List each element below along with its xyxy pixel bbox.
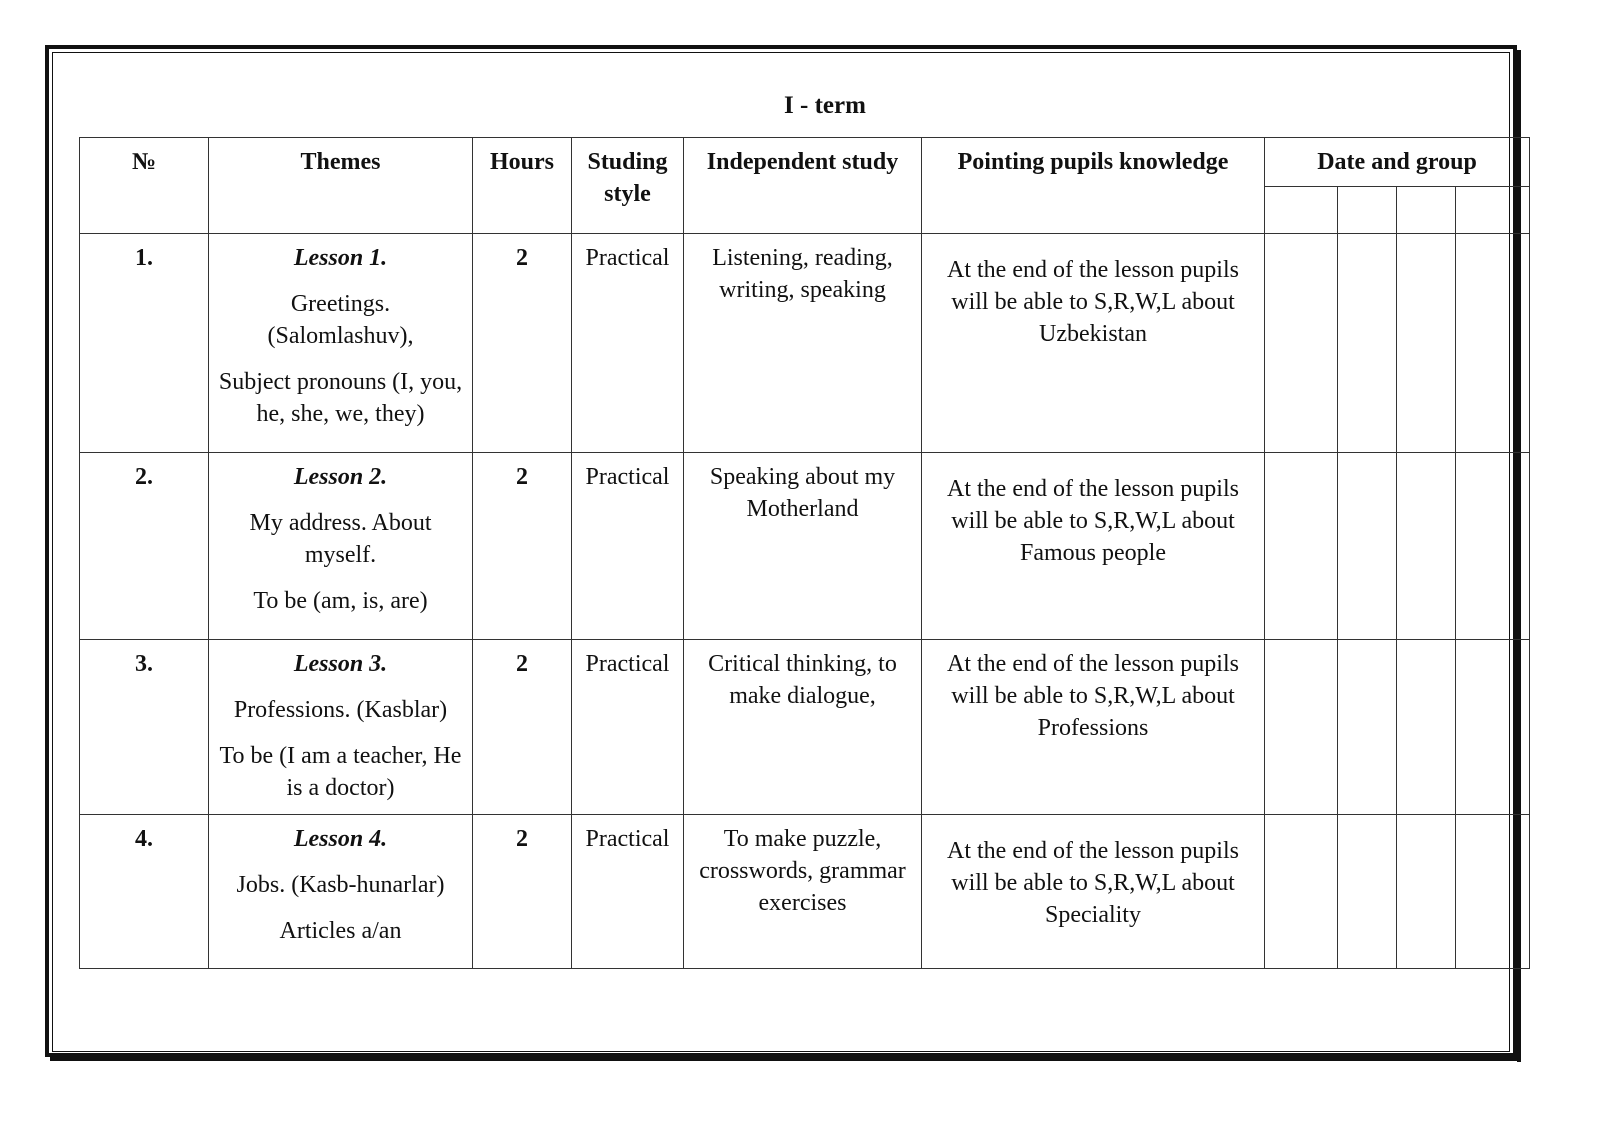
date-subcell <box>1265 187 1338 234</box>
term-title: I - term <box>784 92 866 119</box>
header-number: № <box>80 138 209 234</box>
style-cell: Practical <box>572 815 684 969</box>
date-cell <box>1265 640 1338 815</box>
knowledge-cell: At the end of the lesson pupils will be able to S,R,W,L about Professions <box>922 640 1265 815</box>
theme-line: My address. About myself. <box>249 510 432 568</box>
lesson-title: Lesson 1. <box>293 245 388 271</box>
hours-cell: 2 <box>473 815 572 969</box>
date-cell <box>1338 234 1397 453</box>
date-cell <box>1338 815 1397 969</box>
date-cell <box>1456 815 1530 969</box>
lesson-plan-table <box>79 137 1530 969</box>
theme-cell <box>209 640 473 815</box>
style-cell: Practical <box>572 453 684 640</box>
knowledge-cell: At the end of the lesson pupils will be able to S,R,W,L about Speciality <box>922 815 1265 969</box>
header-hours: Hours <box>473 138 572 234</box>
knowledge-cell: At the end of the lesson pupils will be able to S,R,W,L about Famous people <box>922 453 1265 640</box>
header-independent-study: Independent study <box>684 138 922 234</box>
header-themes: Themes <box>209 138 473 234</box>
date-subcell <box>1338 187 1397 234</box>
row-number: 2. <box>80 453 209 640</box>
hours-cell: 2 <box>473 234 572 453</box>
theme-line: To be (I am a teacher, He is a doctor) <box>219 743 462 801</box>
date-cell <box>1338 453 1397 640</box>
hours-cell: 2 <box>473 640 572 815</box>
theme-line: Jobs. (Kasb-hunarlar) <box>236 872 445 898</box>
header-date-group: Date and group <box>1265 138 1530 187</box>
lesson-title: Lesson 2. <box>293 464 388 490</box>
table-row <box>80 234 1530 453</box>
date-cell <box>1456 234 1530 453</box>
theme-line: Greetings. (Salomlashuv), <box>267 291 414 349</box>
table-row <box>80 815 1530 969</box>
date-cell <box>1397 815 1456 969</box>
date-cell <box>1397 234 1456 453</box>
independent-cell: Listening, reading, writing, speaking <box>684 234 922 453</box>
date-cell <box>1265 234 1338 453</box>
theme-cell <box>209 234 473 453</box>
table-row <box>80 453 1530 640</box>
knowledge-cell: At the end of the lesson pupils will be able to S,R,W,L about Uzbekistan <box>922 234 1265 453</box>
header-pointing-knowledge: Pointing pupils knowledge <box>922 138 1265 234</box>
style-cell: Practical <box>572 234 684 453</box>
date-subcell <box>1456 187 1530 234</box>
independent-cell: To make puzzle, crosswords, grammar exercises <box>684 815 922 969</box>
date-cell <box>1338 640 1397 815</box>
date-cell <box>1397 453 1456 640</box>
row-number: 4. <box>80 815 209 969</box>
theme-cell <box>209 453 473 640</box>
lesson-title: Lesson 3. <box>293 651 388 677</box>
date-cell <box>1456 640 1530 815</box>
theme-line: Subject pronouns (I, you, he, she, we, they) <box>218 369 463 427</box>
date-cell <box>1265 815 1338 969</box>
date-cell <box>1265 453 1338 640</box>
page-border-shadow-bottom <box>50 1057 1521 1061</box>
style-cell: Practical <box>572 640 684 815</box>
row-number: 3. <box>80 640 209 815</box>
date-cell <box>1397 640 1456 815</box>
independent-cell: Speaking about my Motherland <box>684 453 922 640</box>
header-row <box>80 138 1530 187</box>
theme-line: Professions. (Kasblar) <box>233 697 448 723</box>
date-cell <box>1456 453 1530 640</box>
theme-cell <box>209 815 473 969</box>
lesson-title: Lesson 4. <box>293 826 388 852</box>
date-subcell <box>1397 187 1456 234</box>
theme-line: To be (am, is, are) <box>253 588 428 614</box>
theme-line: Articles a/an <box>279 918 402 944</box>
header-style: Studing style <box>572 138 684 234</box>
hours-cell: 2 <box>473 453 572 640</box>
table-row <box>80 640 1530 815</box>
independent-cell: Critical thinking, to make dialogue, <box>684 640 922 815</box>
row-number: 1. <box>80 234 209 453</box>
